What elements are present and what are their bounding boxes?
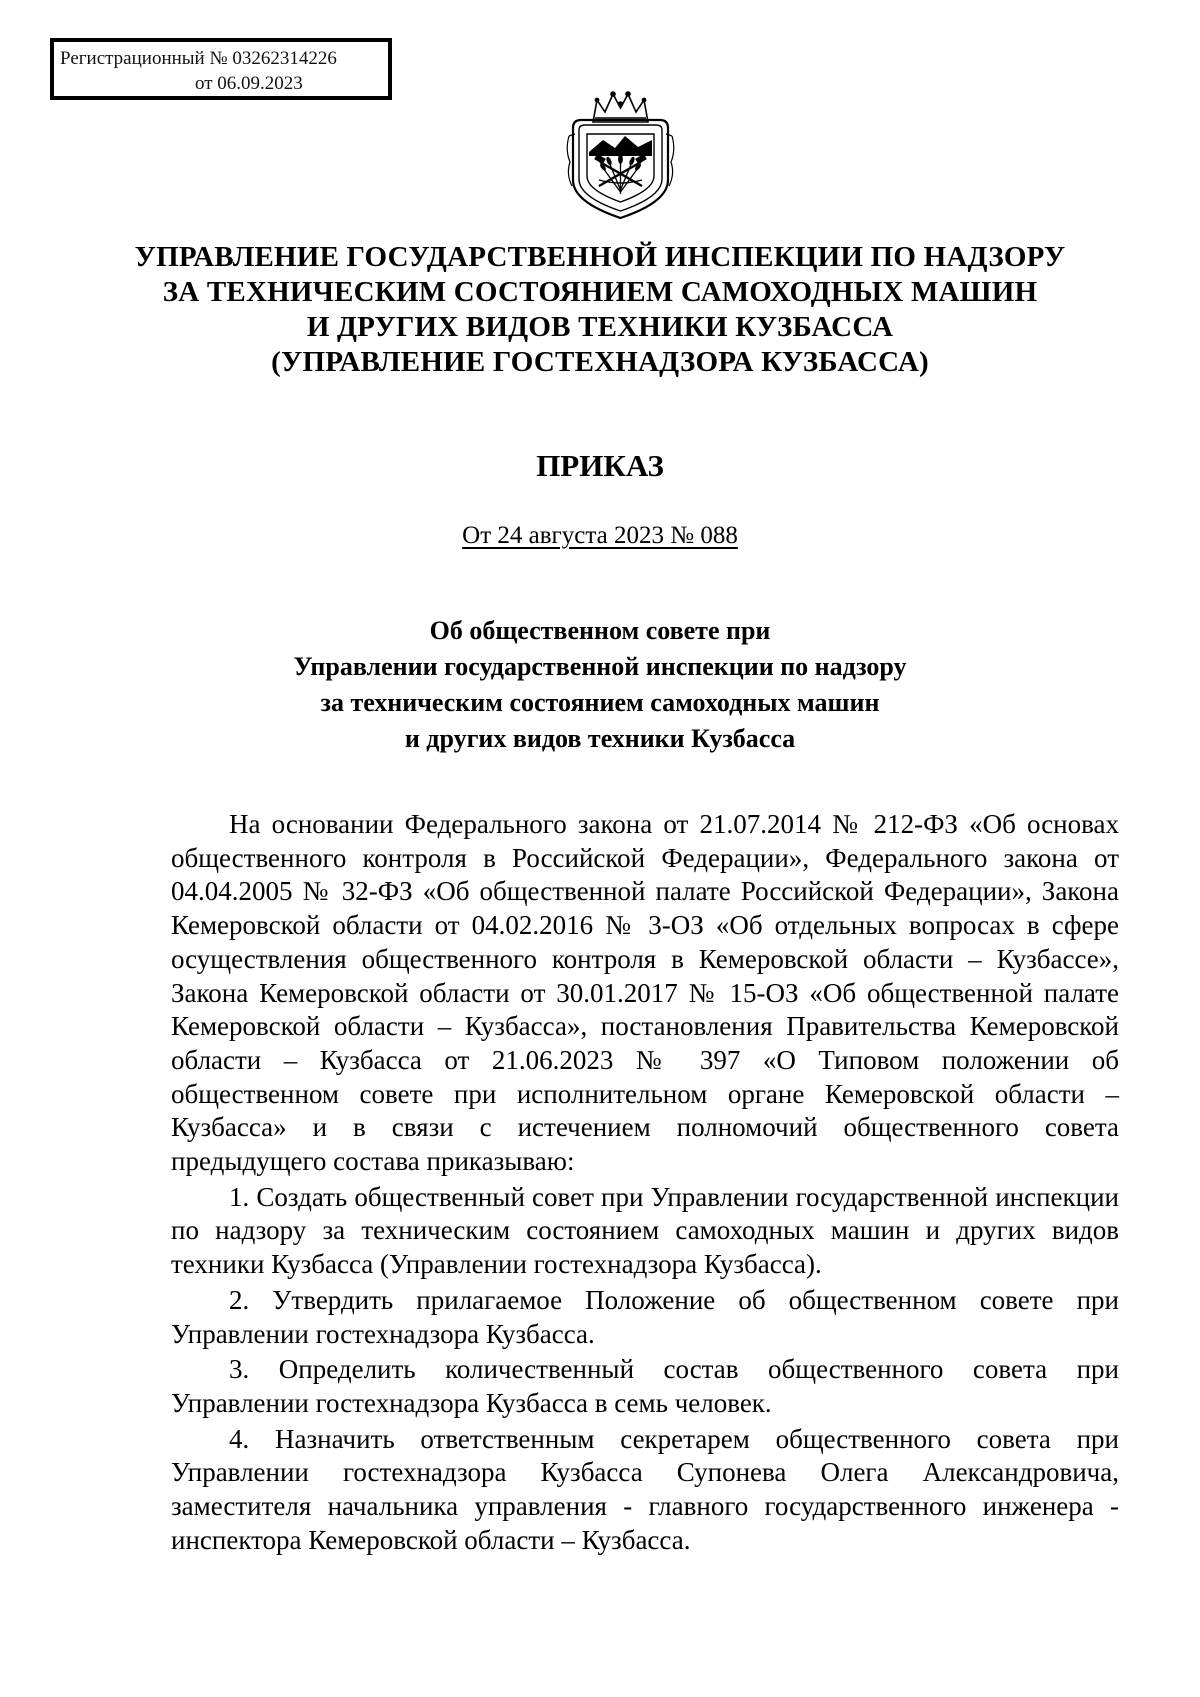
organization-title-line-3: И ДРУГИХ ВИДОВ ТЕХНИКИ КУЗБАССА (306, 311, 894, 343)
document-date-number (0, 522, 1200, 550)
order-item-1: 1. Создать общественный совет при Управлении государственной инспекции по надзору за техническим состоянием самоходных машин и других видов техники Кузбасса (Управлении гостехнадзора Кузбасса). (171, 1181, 1119, 1280)
organization-title-line-2: ЗА ТЕХНИЧЕСКИМ СОСТОЯНИЕМ САМОХОДНЫХ МАШИН (162, 276, 1038, 308)
document-subject (0, 613, 1200, 757)
registration-date: от 06.09.2023 (195, 73, 303, 94)
organization-title-line-4: (УПРАВЛЕНИЕ ГОСТЕХНАДЗОРА КУЗБАССА) (271, 346, 929, 378)
registration-stamp (50, 38, 392, 100)
subject-line-1: Об общественном совете при (429, 616, 771, 645)
kuzbass-coat-of-arms-icon (563, 90, 678, 222)
document-type: ПРИКАЗ (536, 448, 664, 483)
order-item-2: 2. Утвердить прилагаемое Положение об общественном совете при Управлении гостехнадзора Кузбасса. (171, 1284, 1119, 1349)
organization-title-line-1: УПРАВЛЕНИЕ ГОСУДАРСТВЕННОЙ ИНСПЕКЦИИ ПО НАДЗОРУ (134, 241, 1066, 273)
document-body (171, 808, 1119, 1557)
order-item-4: 4. Назначить ответственным секретарем общественного совета при Управлении гостехнадзора Кузбасса Супонева Олега Александровича, заместителя начальника управления - главного государственного инженера - инспектора Кемеровской области – Кузбасса. (171, 1423, 1119, 1555)
subject-line-3: за техническим состоянием самоходных машин (320, 688, 880, 717)
subject-line-2: Управлении государственной инспекции по надзору (293, 652, 907, 681)
subject-line-4: и других видов техники Кузбасса (404, 724, 796, 753)
organization-title (0, 240, 1200, 380)
registration-number: Регистрационный № 03262314226 (60, 48, 337, 69)
document-date-number-text: От 24 августа 2023 № 088 (462, 522, 738, 549)
preamble-paragraph: На основании Федерального закона от 21.07.2014 № 212-ФЗ «Об основах общественного контроля в Российской Федерации», Федерального закона от 04.04.2005 № 32-ФЗ «Об общественной палате Российской Федерации», Закона Кемеровской области от 04.02.2016 № 3-ОЗ «Об отдельных вопросах в сфере осуществления общественного контроля в Кемеровской области – Кузбассе», Закона Кемеровской области от 30.01.2017 № 15-ОЗ «Об общественной палате Кемеровской области – Кузбасса», постановления Правительства Кемеровской области – Кузбасса от 21.06.2023 № 397 «О Типовом положении об общественном совете при исполнительном органе Кемеровской области – Кузбасса» и в связи с истечением полномочий общественного совета предыдущего состава приказываю: (171, 809, 1119, 1177)
order-item-3: 3. Определить количественный состав общественного совета при Управлении гостехнадзора Кузбасса в семь человек. (171, 1354, 1119, 1418)
